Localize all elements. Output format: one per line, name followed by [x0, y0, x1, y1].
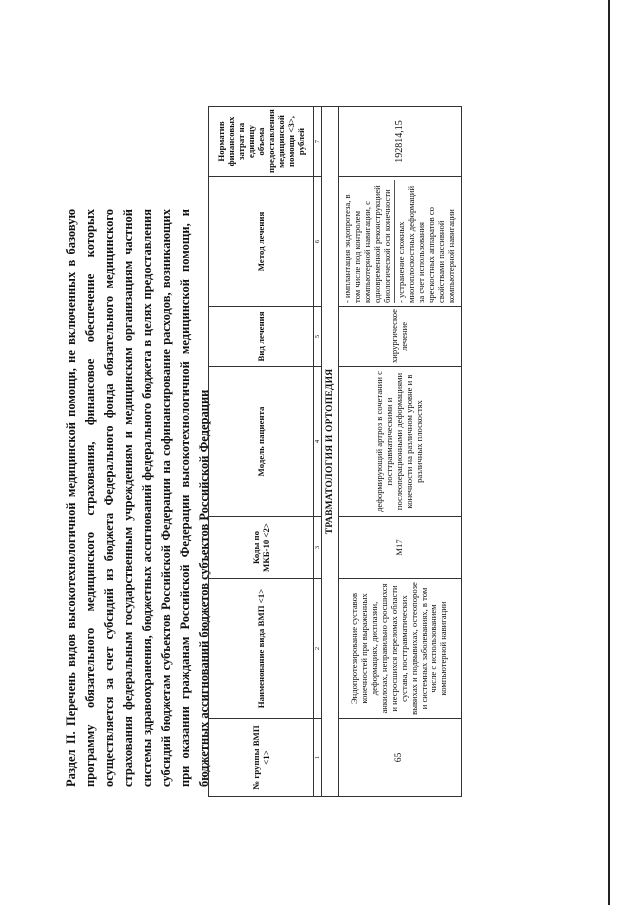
method-item: - устранение сложных многоплоскостных деформаций за счет использования чрескостных аппаратов со свойствами пассивной компьютерной навигации — [394, 180, 458, 303]
heading-line: счет субсидий из бюджета Федерального фонда обязательного медицинского страхования федеральным — [102, 209, 135, 787]
column-number: 5 — [314, 307, 322, 367]
heading-line: государственным учреждениям и медицинским организациям частной системы здравоохранения, — [121, 209, 154, 787]
vmp-table — [208, 106, 462, 797]
column-number: 2 — [314, 579, 322, 719]
icd-codes-cell: M17 — [339, 517, 462, 579]
group-number: 65 — [339, 719, 462, 797]
table-row — [339, 107, 462, 797]
heading-line: Федерации высокотехнологичной медицинской помощи, и бюджетных ассигнований бюджетов субъектов — [178, 208, 211, 787]
treatment-type-cell: хирургическое лечение — [339, 307, 462, 367]
vmp-name-cell: Эндопротезирование суставов конечностей при выраженных деформациях, дисплазии, анкилозах, неправильно сросшихся и несросшихся переломах области сустава, посттравматических вывихах и подвывихах, остеопорозе и системных заболеваниях, в том числе с использованием компьютерной навигации — [339, 579, 462, 719]
column-number: 6 — [314, 177, 322, 307]
patient-model-cell: деформирующий артроз в сочетании с посттравматическими и послеоперационными деформациями конечности на различном уровне и в различных плоскостях — [339, 367, 462, 517]
col-header-patient-model: Модель пациента — [209, 367, 314, 517]
footer-divider — [608, 0, 610, 905]
heading-line: Российской Федерации — [197, 389, 211, 521]
col-header-vmp-name: Наименование вида ВМП <1> — [209, 579, 314, 719]
col-header-group: № группы ВМП <1> — [209, 719, 314, 797]
col-header-method: Метод лечения — [209, 177, 314, 307]
method-cell — [339, 177, 462, 307]
col-header-treatment-type: Вид лечения — [209, 307, 314, 367]
col-header-cost: Норматив финансовых затрат на единицу объема предоставления медицинской помощи <3>, рублей — [209, 107, 314, 177]
column-number: 3 — [314, 517, 322, 579]
heading-line: Российской Федерации на софинансирование расходов, возникающих при оказании гражданам Российской — [159, 209, 192, 787]
column-number: 4 — [314, 367, 322, 517]
cost-cell: 192814,15 — [339, 107, 462, 177]
column-number-row — [314, 107, 322, 797]
col-header-icd: Коды по МКБ-10 <2> — [209, 517, 314, 579]
heading-line: бюджетных ассигнований федерального бюджета в целях предоставления субсидий бюджетам субъектов — [140, 208, 173, 787]
section-title: ТРАВМАТОЛОГИЯ И ОРТОПЕДИЯ — [322, 107, 339, 797]
heading-line: программу обязательного медицинского страхования, финансовое обеспечение которых осуществляется за — [83, 209, 116, 787]
header-row — [209, 107, 314, 797]
section-heading — [62, 209, 214, 787]
heading-line: Раздел II. Перечень видов высокотехнологичной медицинской помощи, не включенных в базовую — [64, 209, 78, 787]
column-number: 1 — [314, 719, 322, 797]
section-row — [322, 107, 339, 797]
method-item: - имплантация эндопротеза, в том числе под контролем компьютерной навигации, с одновременной реконструкцией биологической оси конечности — [342, 185, 392, 303]
column-number: 7 — [314, 107, 322, 177]
